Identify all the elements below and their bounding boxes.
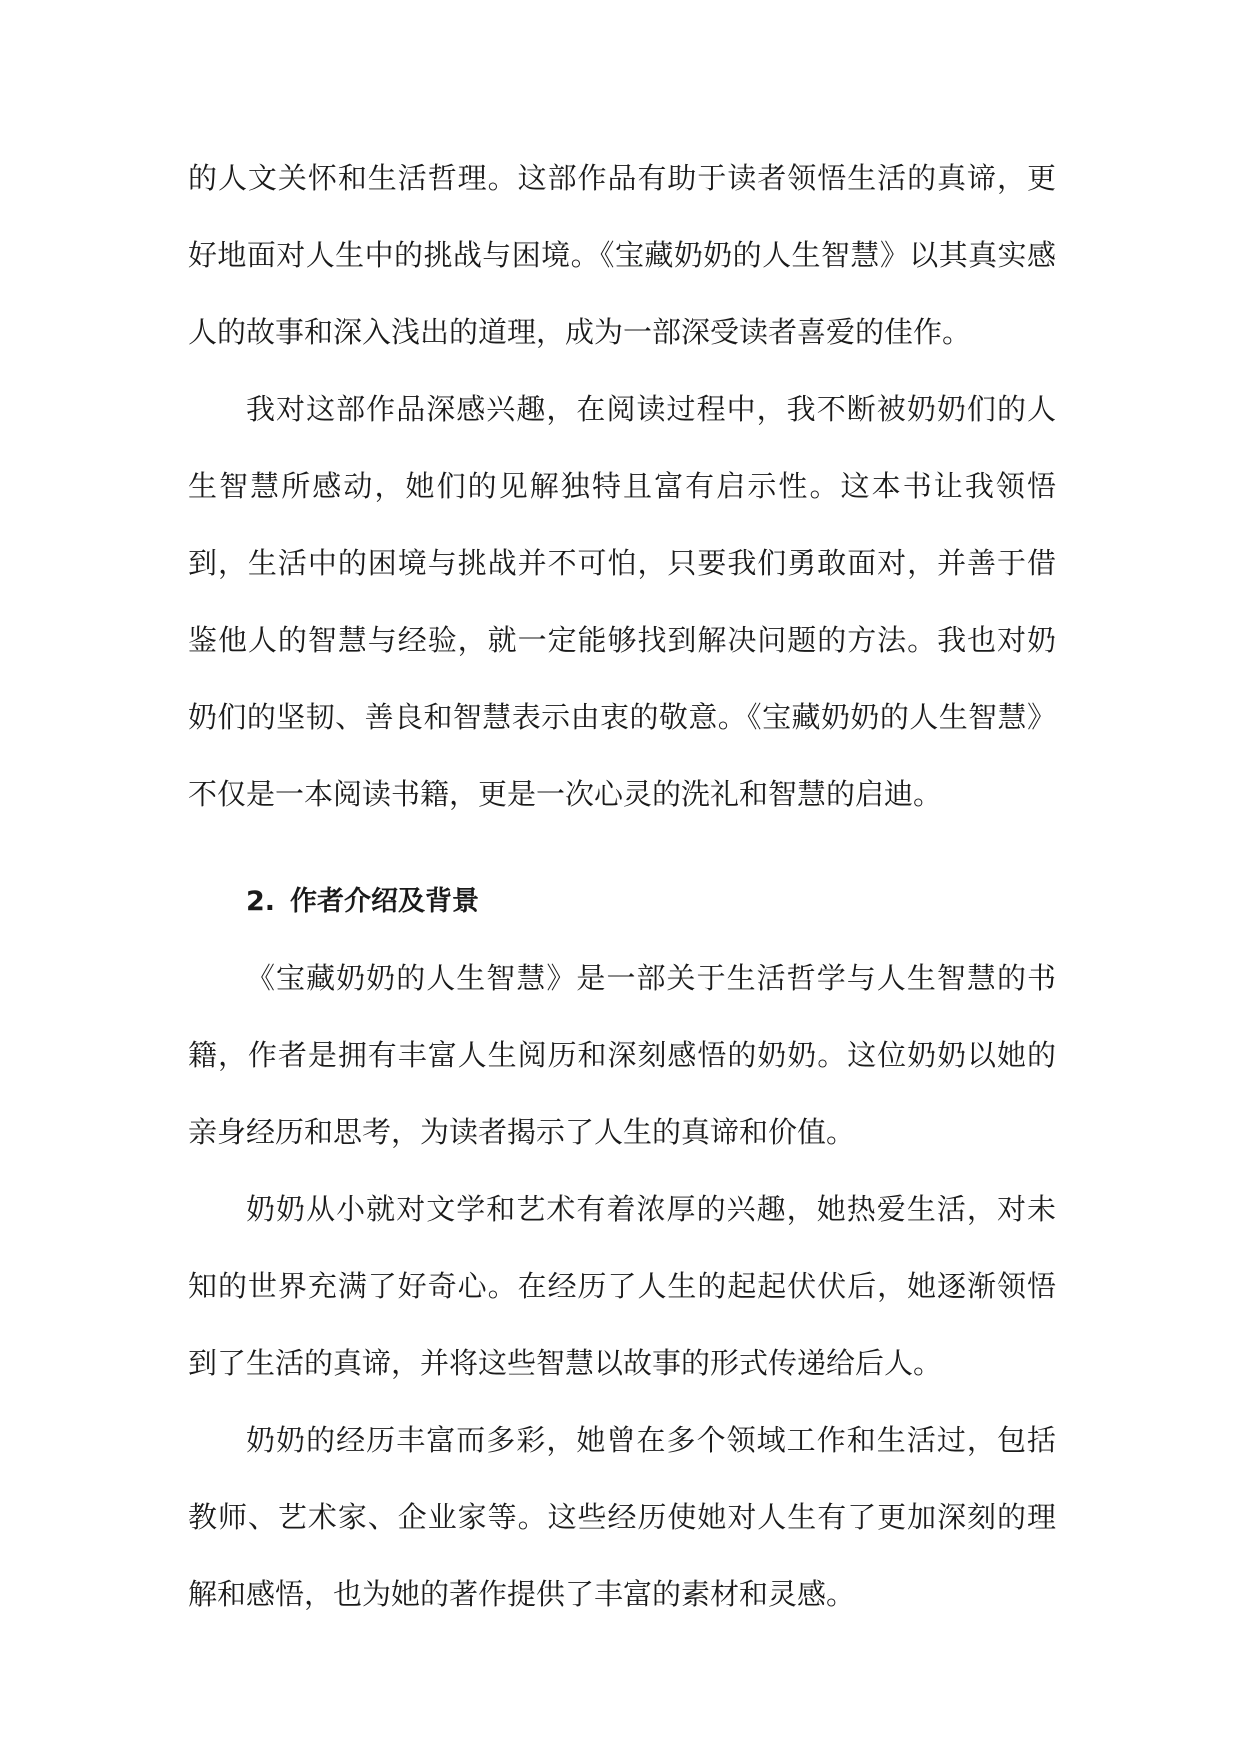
paragraph-reader-impression: 我对这部作品深感兴趣，在阅读过程中，我不断被奶奶们的人生智慧所感动，她们的见解独特且富有启示性。这本书让我领悟到，生活中的困境与挑战并不可怕，只要我们勇敢面对，并善于借鉴他人的智慧与经验，就一定能够找到解决问题的方法。我也对奶奶们的坚韧、善良和智慧表示由衷的敬意。《宝藏奶奶的人生智慧》不仅是一本阅读书籍，更是一次心灵的洗礼和智慧的启迪。 — [188, 392, 1056, 811]
paragraph-continued: 的人文关怀和生活哲理。这部作品有助于读者领悟生活的真谛，更好地面对人生中的挑战与困境。《宝藏奶奶的人生智慧》以其真实感人的故事和深入浅出的道理，成为一部深受读者喜爱的佳作。 — [188, 161, 1056, 349]
section-heading — [188, 833, 1056, 940]
paragraph-book-intro: 《宝藏奶奶的人生智慧》是一部关于生活哲学与人生智慧的书籍，作者是拥有丰富人生阅历和深刻感悟的奶奶。这位奶奶以她的亲身经历和思考，为读者揭示了人生的真谛和价值。 — [188, 961, 1056, 1149]
paragraph-author-childhood: 奶奶从小就对文学和艺术有着浓厚的兴趣，她热爱生活，对未知的世界充满了好奇心。在经历了人生的起起伏伏后，她逐渐领悟到了生活的真谛，并将这些智慧以故事的形式传递给后人。 — [188, 1192, 1056, 1380]
section-title: 作者介绍及背景 — [290, 886, 479, 917]
document-body — [188, 140, 1056, 1633]
paragraph-author-experience: 奶奶的经历丰富而多彩，她曾在多个领域工作和生活过，包括教师、艺术家、企业家等。这些经历使她对人生有了更加深刻的理解和感悟，也为她的著作提供了丰富的素材和灵感。 — [188, 1423, 1056, 1611]
section-number: 2. — [246, 886, 276, 917]
